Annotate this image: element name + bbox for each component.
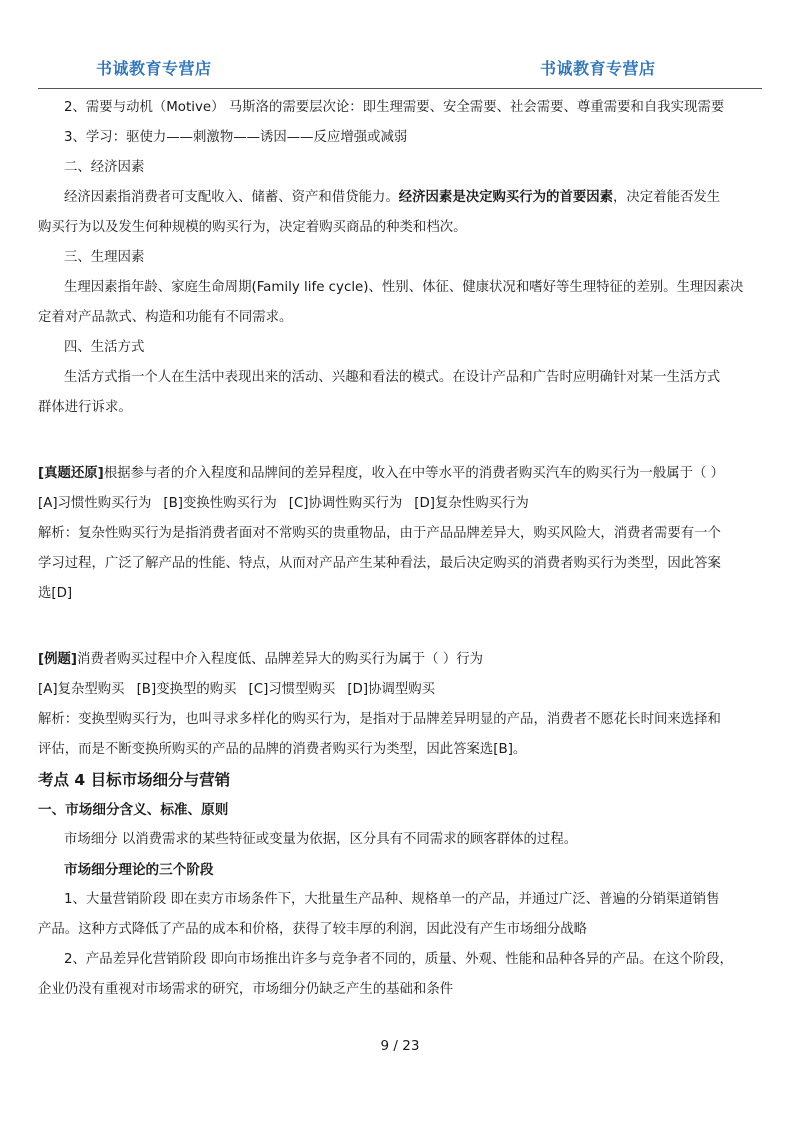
text-line: 定着对产品款式、构造和功能有不同需求。 (38, 310, 293, 325)
option-b: [B]变换性购买行为 (163, 496, 277, 511)
text-line: 企业仍没有重视对市场需求的研究，市场细分仍缺乏产生的基础和条件 (38, 982, 454, 997)
option-c: [C]协调性购买行为 (288, 496, 403, 511)
option-b: [B]变换型的购买 (136, 682, 237, 697)
explanation-line: 解析：复杂性购买行为是指消费者面对不常购买的贵重物品，由于产品品牌差异大，购买风险大，消费者需要有一个 (38, 526, 721, 541)
explanation-line: 选[D] (38, 586, 73, 601)
page-body (38, 93, 762, 1005)
text-line: 2、需要与动机（Motive） 马斯洛的需要层次论：即生理需要、安全需要、社会需要、尊重需要和自我实现需要 (64, 100, 725, 115)
text-span: 经济因素指消费者可支配收入、储蓄、资产和借贷能力。 (64, 190, 399, 205)
text-line: 2、产品差异化营销阶段 即向市场推出许多与竞争者不同的，质量、外观、性能和品种各异的产品。在这个阶段， (64, 952, 733, 967)
option-d: [D]协调型购买 (347, 682, 436, 697)
subheading-physiological: 三、生理因素 (64, 250, 145, 265)
section-title: 考点 4 目标市场细分与营销 (38, 771, 231, 789)
stages-heading: 市场细分理论的三个阶段 (64, 862, 214, 878)
section-subtitle: 一、市场细分含义、标准、原则 (38, 802, 229, 818)
header-divider (38, 88, 762, 89)
question-tag: [例题] (38, 652, 78, 667)
text-line: 群体进行诉求。 (38, 400, 132, 415)
emphasis-text: 经济因素是决定购买行为的首要因素 (398, 190, 614, 205)
definition-line: 市场细分 以消费需求的某些特征或变量为依据，区分具有不同需求的顾客群体的过程。 (64, 832, 578, 847)
option-a: [A]复杂型购买 (38, 682, 125, 697)
subheading-economic: 二、经济因素 (64, 160, 145, 175)
question-text: 根据参与者的介入程度和品牌间的差异程度，收入在中等水平的消费者购买汽车的购买行为一般属于（ ） (103, 466, 725, 481)
text-line: 1、大量营销阶段 即在卖方市场条件下，大批量生产品种、规格单一的产品，并通过广泛、普遍的分销渠道销售 (64, 892, 720, 907)
text-line: 3、学习：驱使力——刺激物——诱因——反应增强或减弱 (64, 130, 408, 145)
option-c: [C]习惯型购买 (248, 682, 336, 697)
option-a: [A]习惯性购买行为 (38, 496, 152, 511)
option-d: [D]复杂性购买行为 (414, 496, 529, 511)
text-line: 购买行为以及发生何种规模的购买行为，决定着购买商品的种类和档次。 (38, 220, 467, 235)
explanation-line: 解析：变换型购买行为，也叫寻求多样化的购买行为，是指对于品牌差异明显的产品，消费者不愿花长时间来选择和 (38, 712, 721, 727)
text-line: 生理因素指年龄、家庭生命周期(Family life cycle)、性别、体征、健康状况和嗜好等生理特征的差别。生理因素决 (64, 280, 744, 295)
explanation-line: 评估，而是不断变换所购买的产品的品牌的消费者购买行为类型，因此答案选[B]。 (38, 742, 527, 757)
question-stem (38, 459, 762, 489)
header-shop-name-right: 书诚教育专营店 (540, 59, 656, 78)
question-tag: [真题还原] (38, 466, 104, 481)
text-line: 生活方式指一个人在生活中表现出来的活动、兴趣和看法的模式。在设计产品和广告时应明确针对某一生活方式 (64, 370, 721, 385)
explanation-line: 学习过程，广泛了解产品的性能、特点，从而对产品产生某种看法，最后决定购买的消费者购买行为类型，因此答案 (38, 556, 721, 571)
question-text: 消费者购买过程中介入程度低、品牌差异大的购买行为属于（ ）行为 (77, 652, 484, 667)
question-stem (38, 645, 762, 675)
subheading-lifestyle: 四、生活方式 (64, 340, 145, 355)
text-line (38, 183, 762, 213)
header-shop-name-left: 书诚教育专营店 (96, 59, 212, 78)
question-options (38, 489, 762, 519)
text-line: 产品。这种方式降低了产品的成本和价格，获得了较丰厚的利润，因此没有产生市场细分战略 (38, 922, 588, 937)
question-options (38, 675, 762, 705)
text-span: ，决定着能否发生 (613, 190, 721, 205)
page-number: 9 / 23 (380, 1038, 420, 1054)
